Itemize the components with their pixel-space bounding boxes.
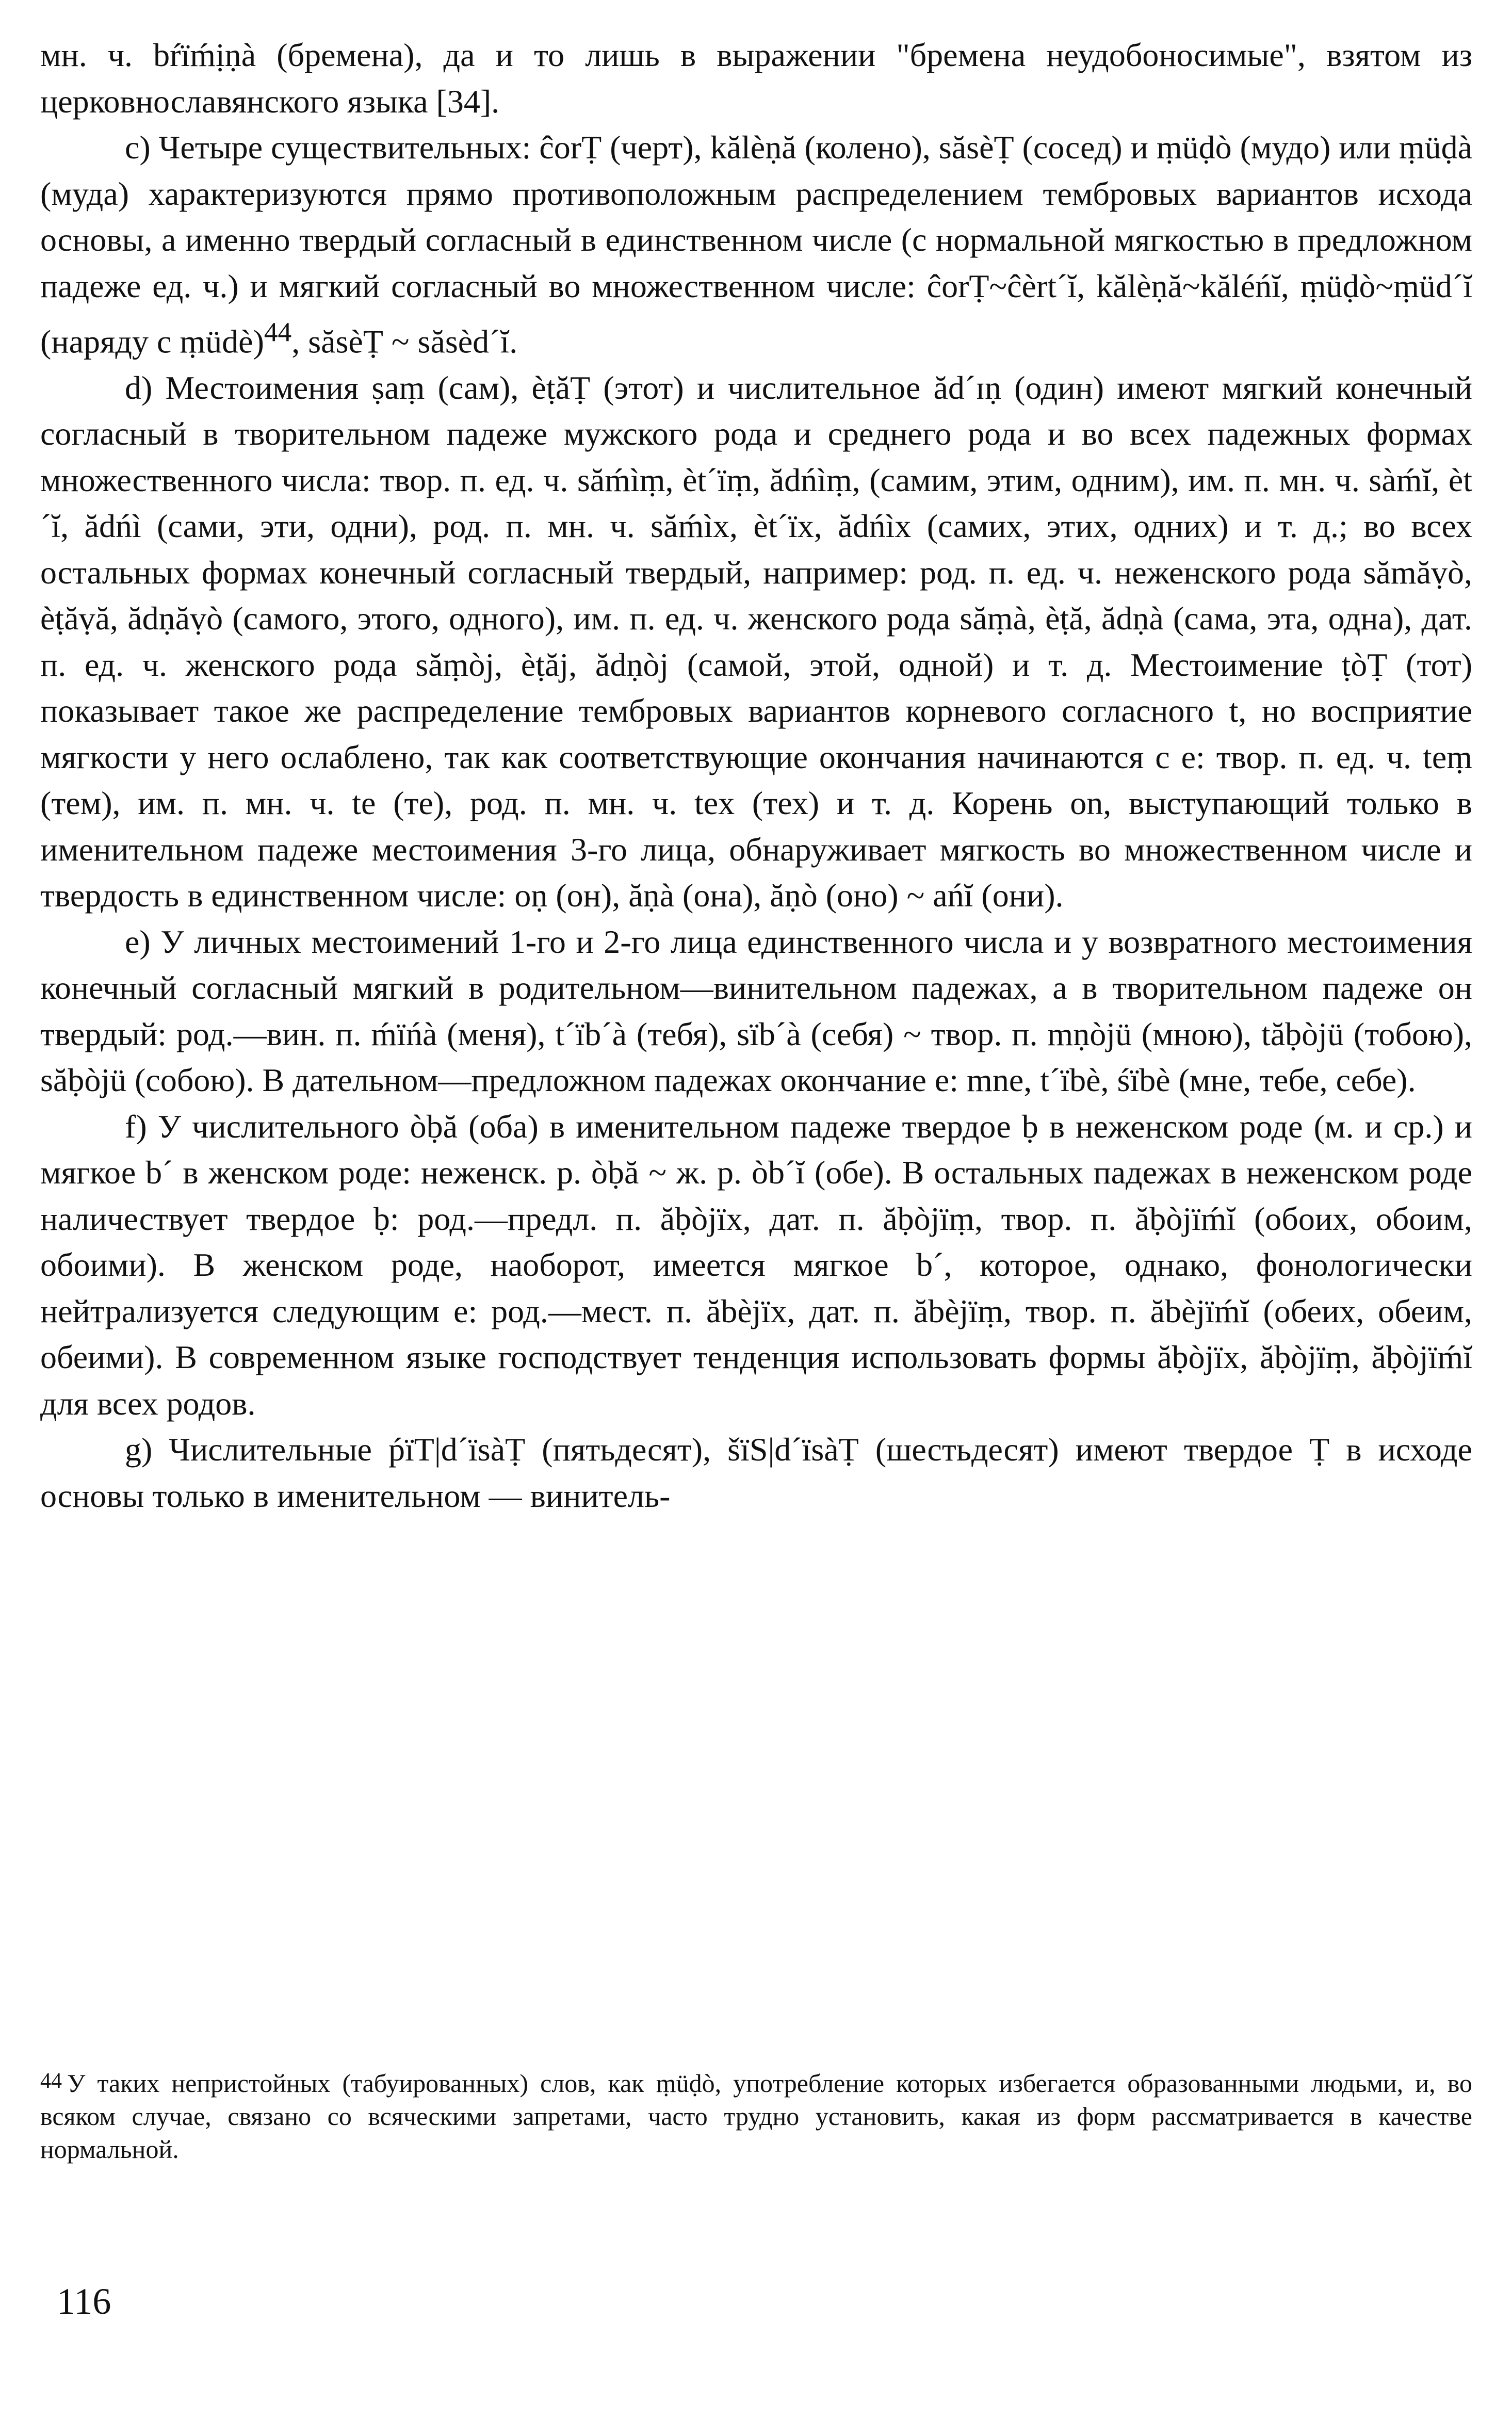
paragraph-intro: мн. ч. bŕïḿịṇà (бремена), да и то лишь в выражении "бремена неудобоносимые", взятом из церковнославянского языка [34]. bbox=[40, 37, 1472, 120]
paragraph-f: f) У числительного òḅă (оба) в именительном падеже твердое ḅ в неженском роде (м. и ср.) и мягкое b´ в женском роде: неженск. р. òḅă ~ ж. р. òb´ĭ (обе). В остальных падежах в неженском роде наличествует твердое ḅ: род.—предл. п. ăḅòjïx, дат. п. ăḅòjïṃ, твор. п. ăḅòjïḿĭ (обоих, обоим, обоими). В женском роде, наоборот, имеется мягкое b´, которое, однако, фонологически нейтрализуется следующим е: род.—мест. п. ăbèjïx, дат. п. ăbèjïṃ, твор. п. ăbèjïḿĭ (обеих, обеим, обеими). В современном языке господствует тенденция использовать формы ăḅòjïx, ăḅòjïṃ, ăḅòjïḿĭ для всех родов. bbox=[40, 1108, 1472, 1422]
paragraph-d: d) Местоимения ṣaṃ (сам), èṭăṬ (этот) и числительное ăd´ɪṇ (один) имеют мягкий конечный согласный в творительном падеже мужского рода и среднего рода и во всех падежных формах множественного числа: твор. п. ед. ч. săḿìṃ, èt´ïṃ, ădńìṃ, (самим, этим, одним), им. п. мн. ч. sàḿĭ, èt´ĭ, ădńì (сами, эти, одни), род. п. мн. ч. săḿìx, èt´ïx, ădńìx (самих, этих, одних) и т. д.; во всех остальных формах конечный согласный твердый, например: род. п. ед. ч. неженского рода sămăṿò, èṭăṿă, ădṇăṿò (самого, этого, одного), им. п. ед. ч. женского рода săṃà, èṭă, ădṇà (сама, эта, одна), дат. п. ед. ч. женского рода săṃòj, èṭăj, ădṇòj (самой, этой, одной) и т. д. Местоимение ṭòṬ (тот) показывает такое же распределение тембровых вариантов корневого согласного t, но восприятие мягкости у него ослаблено, так как соответствующие окончания начинаются с е: твор. п. ед. ч. teṃ (тем), им. п. мн. ч. te (те), род. п. мн. ч. tex (тех) и т. д. Корень on, выступающий только в именительном падеже местоимения 3-го лица, обнаруживает мягкость во множественном числе и твердость в единственном числе: oṇ (он), ăṇà (она), ăṇò (оно) ~ ańĭ (они). bbox=[40, 369, 1473, 914]
footnote-body: У таких непристойных (табуированных) слов, как ṃüḍò, употребление которых избегается образованными людьми, и, во всяком случае, связано со всяческими запретами, часто трудно установить, какая из форм рассматривается в качестве нормальной. bbox=[40, 2069, 1472, 2164]
page-number: 116 bbox=[57, 2281, 111, 2322]
paragraph-g: g) Числительные ṕïT|d´ïsàṬ (пятьдесят), šïS|d´ïsàṬ (шестьдесят) имеют твердое Ṭ в исходе основы только в именительном — винитель- bbox=[40, 1431, 1472, 1514]
paragraph-e: e) У личных местоимений 1-го и 2-го лица единственного числа и у возвратного местоимения конечный согласный мягкий в родительном—винительном падежах, а в творительном падеже он твердый: род.—вин. п. ḿïńà (меня), t´ïb´à (тебя), sïb´à (себя) ~ твор. п. mṇòjü (мною), tăḅòjü (тобою), săḅòjü (собою). В дательном—предложном падежах окончание е: mne, t´ïbè, śïbè (мне, тебе, себе). bbox=[40, 923, 1472, 1099]
footnote-text bbox=[40, 2065, 1472, 2166]
page-body bbox=[40, 32, 1472, 1519]
footnote-marker: 44 bbox=[40, 2069, 62, 2093]
paragraph-c bbox=[40, 124, 1472, 365]
paragraph-c-tail: , săsèṬ ~ săsèd´ĭ. bbox=[291, 323, 518, 360]
paragraph-c-text: c) Четыре существительных: ĉorṬ (черт), kălèṇă (колено), săsèṬ (сосед) и ṃüḍò (мудо) или ṃüḍà (муда) характеризуются прямо противоположным распределением тембровых вариантов исхода основы, а именно твердый согласный в единственном числе (с нормальной мягкостью в предложном падеже ед. ч.) и мягкий согласный во множественном числе: ĉorṬ~ĉèrt´ĭ, kălèṇă~kăléńĭ, ṃüḍò~ṃüd´ĭ (наряду с ṃüdè) bbox=[40, 129, 1472, 360]
footnote-reference[interactable]: 44 bbox=[264, 316, 292, 347]
footnote bbox=[40, 2065, 1472, 2166]
